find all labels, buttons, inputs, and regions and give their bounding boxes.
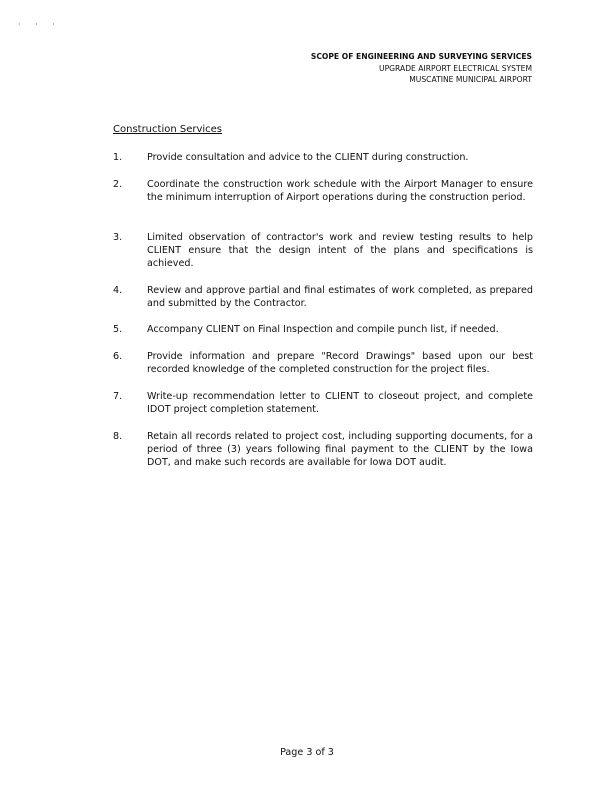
item-text: Limited observation of contractor's work and review testing results to help CLIENT ensure that the design intent of the plans and specifications is achieved. xyxy=(147,232,533,270)
item-text: Provide consultation and advice to the CLIENT during construction. xyxy=(147,152,469,163)
item-text: Review and approve partial and final estimates of work completed, as prepared and submitted by the Contractor. xyxy=(147,285,533,310)
list-item xyxy=(113,284,533,310)
item-text: Accompany CLIENT on Final Inspection and compile punch list, if needed. xyxy=(147,324,499,335)
item-number: 7. xyxy=(113,391,123,402)
section-title: Construction Services xyxy=(113,124,223,135)
document-header xyxy=(311,51,532,86)
list-item xyxy=(113,231,533,271)
list-item xyxy=(113,178,533,204)
scan-specks: · · · xyxy=(18,20,61,29)
item-text: Retain all records related to project cost, including supporting documents, for a period of three (3) years following final payment to the CLIENT by the Iowa DOT, and make such records are available for Iowa DOT audit. xyxy=(147,431,533,469)
item-number: 2. xyxy=(113,179,123,190)
header-location: MUSCATINE MUNICIPAL AIRPORT xyxy=(409,75,532,84)
item-number: 3. xyxy=(113,232,123,243)
header-title: SCOPE OF ENGINEERING AND SURVEYING SERVICES xyxy=(310,52,532,61)
item-number: 4. xyxy=(113,285,123,296)
page-number: Page 3 of 3 xyxy=(280,747,334,758)
item-number: 6. xyxy=(113,351,123,362)
item-number: 1. xyxy=(113,152,123,163)
list-item xyxy=(113,151,533,164)
header-subtitle: UPGRADE AIRPORT ELECTRICAL SYSTEM xyxy=(379,63,532,73)
item-number: 5. xyxy=(113,324,123,335)
item-text: Write-up recommendation letter to CLIENT to closeout project, and complete IDOT project completion statement. xyxy=(147,391,533,416)
item-number: 8. xyxy=(113,431,123,442)
item-text: Coordinate the construction work schedule with the Airport Manager to ensure the minimum interruption of Airport operations during the construction period. xyxy=(147,179,533,204)
list-item xyxy=(113,350,533,376)
list-item xyxy=(113,390,533,416)
item-text: Provide information and prepare "Record Drawings" based upon our best recorded knowledge of the completed construction for the project files. xyxy=(147,351,533,376)
list-item xyxy=(113,430,533,470)
list-item xyxy=(113,323,533,336)
